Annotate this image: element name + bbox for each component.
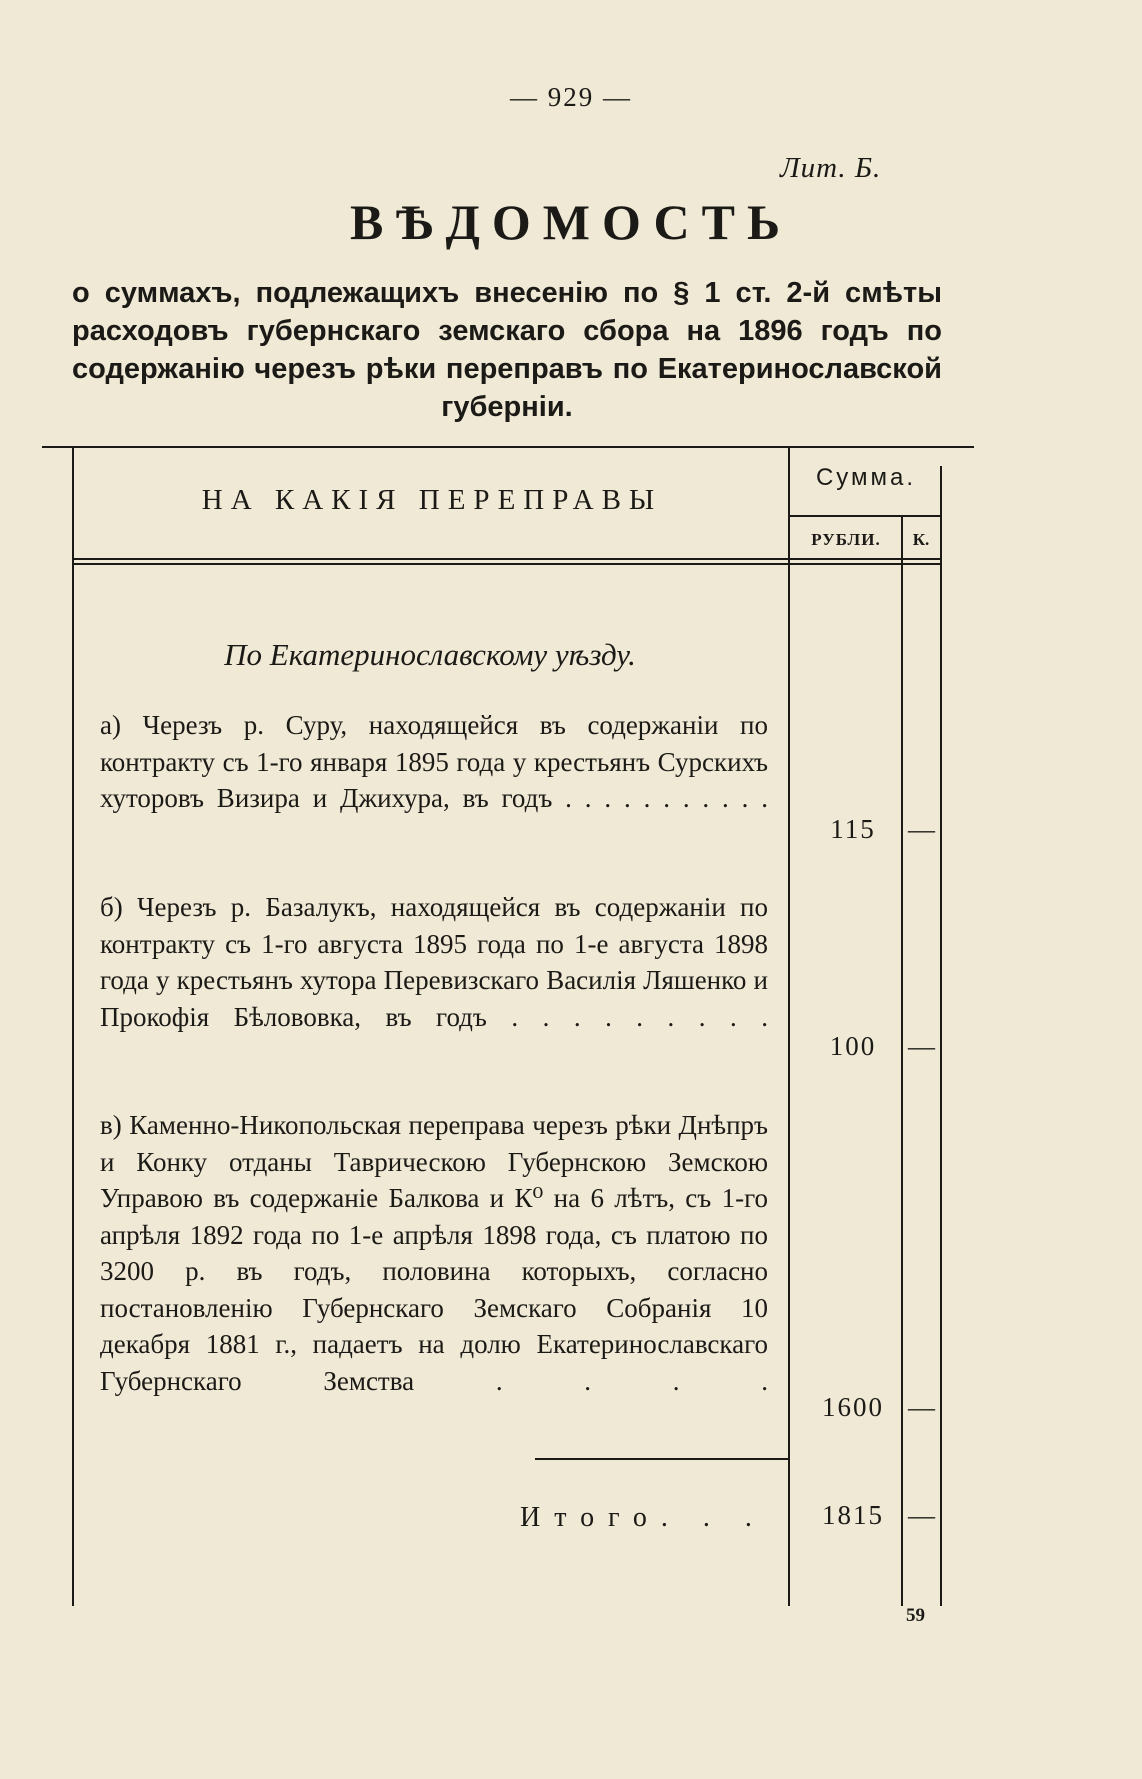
row-kopecks: — bbox=[908, 814, 935, 844]
table-row bbox=[100, 1107, 768, 1399]
table-top-rule bbox=[42, 446, 974, 448]
header-bottom-rule bbox=[72, 558, 940, 560]
row-text: в) Каменно-Никопольская переправа черезъ рѣки Днѣпръ и Конку отданы Таврическою Губернскою Земскою Управою въ содержаніе Балкова и К⁰ на 6 лѣтъ, съ 1-го апрѣля 1892 года по 1-е апрѣля 1898 года, съ платою по 3200 р. въ годъ, половина которыхъ, согласно постановленію Губернскаго Земскаго Собранія 10 декабря 1881 г., падаетъ на долю Екатеринославскаго Губернскаго Земства . . . . bbox=[100, 1110, 768, 1396]
row-rubles: 115 bbox=[830, 814, 876, 844]
total-rule bbox=[535, 1458, 788, 1460]
table-right-border bbox=[940, 466, 942, 1606]
sum-column-divider bbox=[788, 446, 790, 1606]
row-kopecks: — bbox=[908, 1031, 935, 1061]
lit-label: Лит. Б. bbox=[780, 152, 882, 184]
district-heading: По Екатеринославскому уѣзду. bbox=[224, 637, 636, 672]
total-rubles: 1815 bbox=[822, 1500, 884, 1530]
page-number: — 929 — bbox=[510, 82, 632, 112]
row-text: а) Черезъ р. Суру, находящейся въ содержаніи по контракту съ 1-го января 1895 года у крестьянъ Сурскихъ хуторовъ Визира и Джихура, въ годъ . . . . . . . . . . . bbox=[100, 710, 768, 813]
sum-header-rule bbox=[790, 515, 940, 517]
header-bottom-rule-2 bbox=[72, 563, 940, 565]
header-crossings: НА КАКІЯ ПЕРЕПРАВЫ bbox=[201, 484, 663, 516]
table-row bbox=[100, 889, 768, 1035]
row-rubles: 1600 bbox=[822, 1392, 884, 1422]
document-title: ВѢДОМОСТЬ bbox=[349, 194, 793, 250]
header-kopecks: К. bbox=[912, 530, 930, 549]
row-rubles: 100 bbox=[829, 1031, 877, 1061]
signature-mark: 59 bbox=[906, 1605, 925, 1626]
total-kopecks: — bbox=[908, 1500, 935, 1530]
document-subtitle: о суммахъ, подлежащихъ внесенію по § 1 ст. 2-й смѣты расходовъ губернскаго земскаго сбора на 1896 годъ по содержанію черезъ рѣки переправъ по Екатеринославской губерніи. bbox=[72, 277, 942, 423]
header-rubles: РУБЛИ. bbox=[811, 530, 881, 549]
row-kopecks: — bbox=[908, 1392, 935, 1422]
header-sum: Сумма. bbox=[815, 464, 917, 491]
total-label: Итого. . . bbox=[520, 1502, 766, 1533]
row-text: б) Черезъ р. Базалукъ, находящейся въ содержаніи по контракту съ 1-го августа 1895 года по 1-е августа 1898 года у крестьянъ хутора Перевизскаго Василія Ляшенко и Прокофія Бѣлововка, въ годъ . . . . . . . . . bbox=[100, 892, 768, 1032]
table-row bbox=[100, 707, 768, 817]
table-left-border bbox=[72, 446, 74, 1606]
